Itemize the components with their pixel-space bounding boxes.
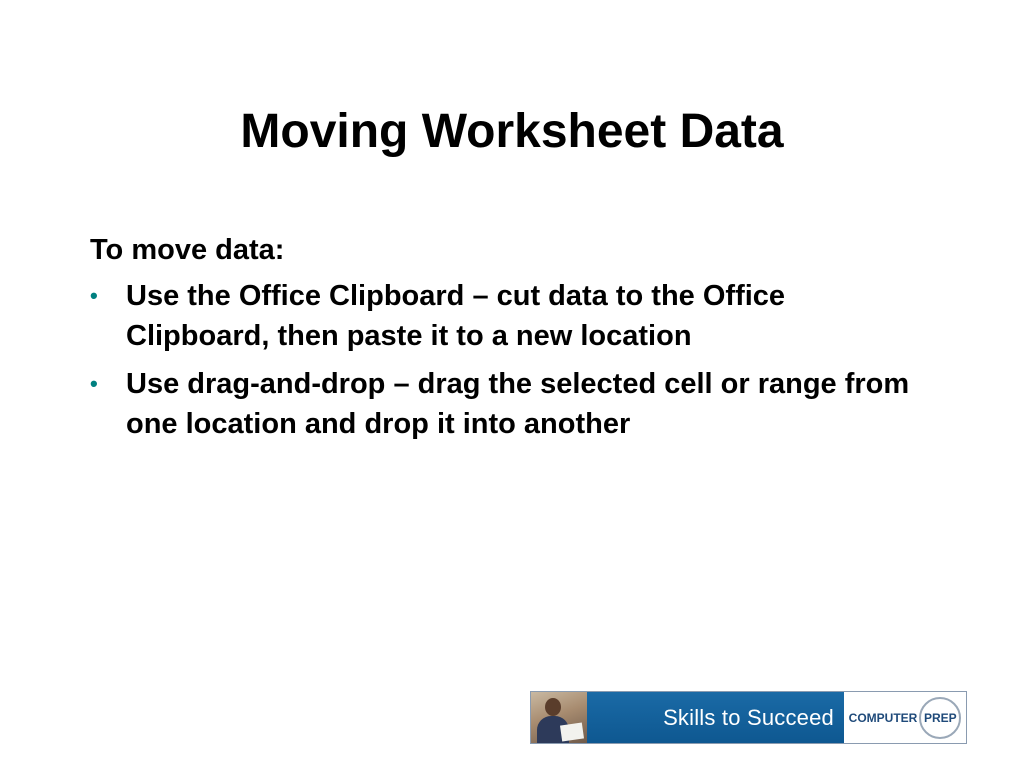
skills-logo-banner (530, 691, 967, 744)
slide-body (90, 230, 930, 452)
logo-tagline: Skills to Succeed (663, 704, 834, 730)
brand-computer: COMPUTER (848, 710, 918, 725)
bullet-icon: • (90, 371, 98, 396)
bullet-text: Use the Office Clipboard – cut data to the Office Clipboard, then paste it to a new location (126, 280, 786, 352)
bullet-icon: • (90, 283, 98, 308)
computerprep-logo (844, 692, 966, 743)
bullet-list (90, 276, 930, 444)
logo-tagline-band (587, 692, 844, 743)
slide-title: Moving Worksheet Data (240, 105, 784, 158)
bullet-item (90, 364, 930, 444)
brand-prep: PREP (919, 697, 961, 739)
bullet-text: Use drag-and-drop – drag the selected cell or range from one location and drop it into another (126, 368, 910, 440)
bullet-item (90, 276, 930, 356)
logo-photo (531, 692, 587, 743)
intro-text: To move data: (90, 234, 285, 266)
